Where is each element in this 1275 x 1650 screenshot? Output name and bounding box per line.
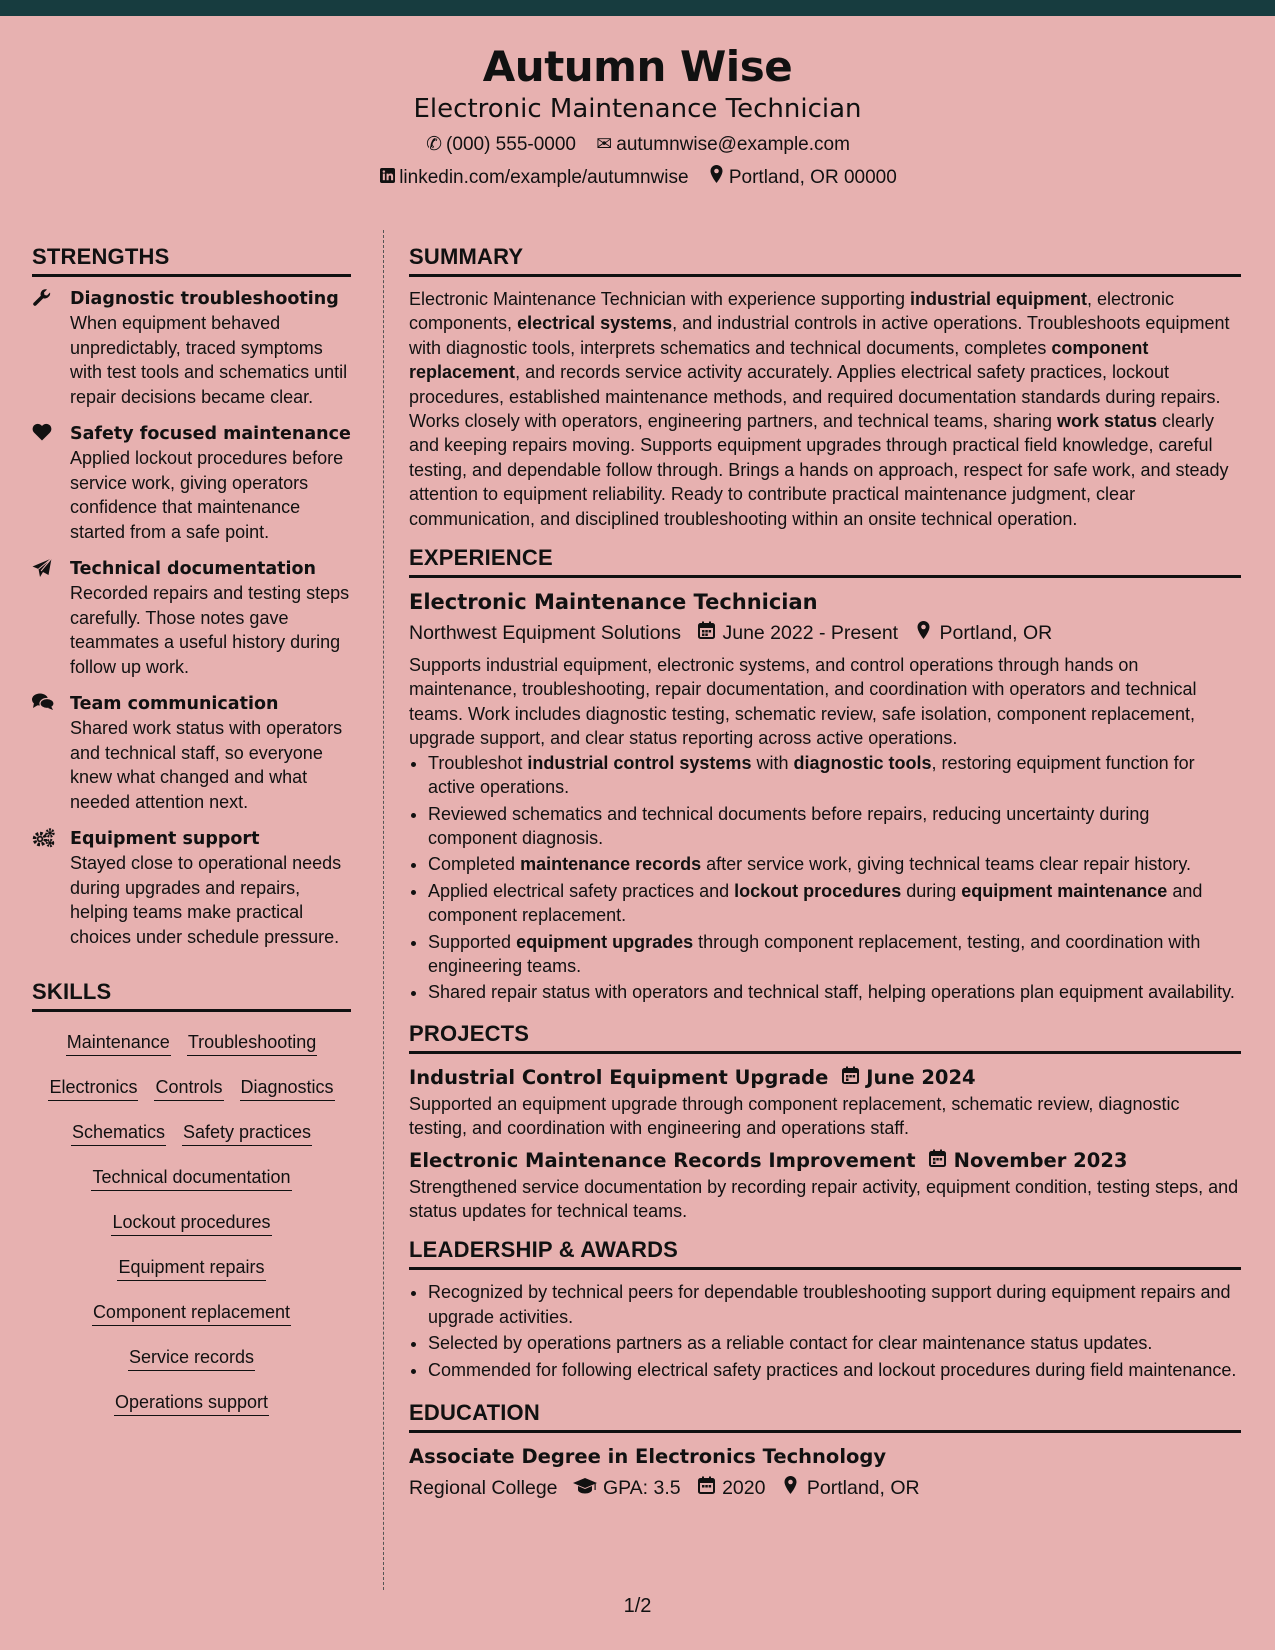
leadership-item: • Selected by operations partners as a reliable contact for clear maintenance status updates. (428, 1331, 1241, 1355)
project-description: Strengthened service documentation by recording repair activity, equipment condition, testing steps, and status updates for technical teams. (409, 1176, 1239, 1221)
skill-row (32, 1120, 351, 1146)
strength-title: Equipment support (70, 829, 260, 849)
strength-description: Applied lockout procedures before service work, giving operators confidence that maintenance started from a safe point. (70, 448, 344, 542)
text-run: clearly and keeping repairs moving. Supports equipment upgrades through practical field knowledge, careful testing, and dependable follow through. Brings a hands on approach, respect for safe work, and steady attention to equipment reliability. Ready to contribute practical maintenance judgment, clear communication, and disciplined troubleshooting within an onsite technical operation. (409, 411, 1229, 529)
contact-row-1 (0, 133, 1275, 157)
job-meta (409, 619, 1241, 647)
graduation-year: 2020 (722, 1477, 766, 1499)
linkedin-icon (378, 166, 396, 190)
skill-row (32, 1165, 351, 1191)
strength-description: Stayed close to operational needs during upgrades and repairs, helping teams make practical choices under schedule pressure. (70, 853, 342, 947)
strength-item (32, 692, 351, 814)
leadership-heading: LEADERSHIP & AWARDS (409, 1237, 1241, 1270)
education-location: Portland, OR (806, 1477, 920, 1499)
skill-tag: Safety practices (182, 1120, 312, 1146)
envelope-icon: ✉ (596, 134, 613, 156)
map-pin-icon (781, 1474, 801, 1502)
linkedin-contact[interactable] (378, 166, 688, 190)
text-run: Completed (428, 854, 521, 875)
comments-icon (32, 692, 70, 814)
job-bullet (428, 751, 1241, 800)
skill-row (32, 1075, 351, 1101)
candidate-name: Autumn Wise (482, 42, 793, 91)
strength-description: When equipment behaved unpredictably, traced symptoms with test tools and schematics until repair decisions became clear. (70, 313, 348, 407)
school-name: Regional College (409, 1477, 558, 1499)
bold-text: lockout procedures (734, 880, 902, 901)
project-date: November 2023 (953, 1148, 1128, 1172)
map-pin-icon (708, 165, 726, 190)
leadership-bullets (409, 1280, 1241, 1382)
strengths-list (32, 287, 351, 949)
project-item (409, 1064, 1241, 1141)
bold-text: diagnostic tools (793, 752, 932, 773)
right-column (409, 244, 1241, 1508)
bold-text: equipment upgrades (516, 931, 694, 952)
strength-item (32, 557, 351, 679)
job-bullet (428, 879, 1241, 928)
skill-tag: Service records (128, 1345, 255, 1371)
location-contact (708, 165, 897, 190)
bold-text: industrial equipment (909, 289, 1087, 309)
strength-title: Safety focused maintenance (70, 424, 351, 444)
wrench-icon (32, 287, 70, 409)
skill-row (32, 1030, 351, 1056)
text-run: during (901, 880, 962, 901)
skills-list (32, 1022, 351, 1416)
project-description: Supported an equipment upgrade through component replacement, schematic review, diagnostic testing, and coordination with engineering and operations staff. (409, 1093, 1180, 1139)
job-title: Electronic Maintenance Technician (409, 590, 818, 615)
location-text: Portland, OR 00000 (728, 167, 897, 189)
resume-header (0, 16, 1275, 204)
skill-row (32, 1300, 351, 1326)
skill-row (32, 1390, 351, 1416)
strength-title: Technical documentation (70, 559, 317, 579)
project-title-row (409, 1147, 1241, 1175)
calendar-icon (928, 1147, 948, 1175)
strength-title: Diagnostic troubleshooting (70, 289, 339, 309)
leadership-item: • Recognized by technical peers for dependable troubleshooting support during equipment repairs and upgrade activities. (428, 1280, 1241, 1329)
bold-text: electrical systems (517, 313, 673, 334)
page-number: 1/2 (623, 1595, 652, 1617)
phone-text: (000) 555-0000 (446, 134, 576, 156)
job-bullet (428, 802, 1241, 851)
skill-tag: Schematics (71, 1120, 166, 1146)
bold-text: component replacement (409, 337, 1149, 383)
projects-heading: PROJECTS (409, 1021, 1241, 1054)
text-run: , and records service activity accurately. Applies electrical safety practices, lockout procedures, established maintenance methods, and required documentation standards during repairs. Works closely with operators, engineering partners, and technical teams, sharing (409, 362, 1221, 432)
skill-tag: Equipment repairs (117, 1255, 265, 1281)
skill-tag: Technical documentation (91, 1165, 291, 1191)
text-run: , electronic components, (409, 289, 1175, 334)
bold-text: maintenance records (520, 854, 702, 875)
education-meta (409, 1474, 1241, 1502)
job-dates: June 2022 - Present (722, 622, 899, 645)
skill-row (32, 1210, 351, 1236)
company-name: Northwest Equipment Solutions (409, 622, 682, 645)
calendar-icon (696, 619, 716, 647)
job-bullet (428, 852, 1241, 876)
phone-contact[interactable] (425, 133, 576, 157)
heart-icon (32, 422, 70, 544)
column-divider (383, 230, 384, 1590)
job-bullet (428, 980, 1241, 1004)
skill-tag: Controls (154, 1075, 223, 1101)
project-date: June 2024 (866, 1065, 976, 1089)
skill-tag: Maintenance (66, 1030, 171, 1056)
email-contact[interactable] (595, 133, 850, 157)
map-pin-icon (914, 619, 934, 647)
education-heading: EDUCATION (409, 1400, 1241, 1433)
linkedin-text: linkedin.com/example/autumnwise (399, 167, 689, 189)
strength-description: Recorded repairs and testing steps carefully. Those notes gave teammates a useful history during follow up work. (70, 583, 350, 677)
bold-text: work status (1057, 411, 1158, 432)
summary-heading: SUMMARY (409, 244, 1241, 277)
strength-item (32, 287, 351, 409)
leadership-item: • Commended for following electrical safety practices and lockout procedures during field maintenance. (428, 1358, 1241, 1382)
skills-heading: SKILLS (32, 979, 351, 1012)
job-bullet (428, 930, 1241, 979)
text-run: Reviewed schematics and technical documents before repairs, reducing uncertainty during component diagnosis. (428, 803, 1150, 848)
project-title-row (409, 1064, 1241, 1092)
strengths-heading: STRENGTHS (32, 244, 351, 277)
gears-icon (32, 827, 70, 949)
strength-item (32, 827, 351, 949)
skill-tag: Diagnostics (240, 1075, 335, 1101)
strength-title: Team communication (70, 694, 279, 714)
text-run: through component replacement, testing, and coordination with engineering teams. (428, 931, 1201, 976)
paper-plane-icon (32, 557, 70, 679)
phone-icon: ✆ (426, 134, 442, 156)
email-text: autumnwise@example.com (616, 134, 850, 156)
skill-tag: Electronics (48, 1075, 138, 1101)
skill-tag: Troubleshooting (187, 1030, 317, 1056)
job-location: Portland, OR (939, 622, 1053, 645)
contact-row-2 (0, 165, 1275, 190)
strength-description: Shared work status with operators and technical staff, so everyone knew what changed and what needed attention next. (70, 718, 343, 812)
summary-text (409, 287, 1241, 531)
skill-tag: Lockout procedures (111, 1210, 271, 1236)
project-title: Electronic Maintenance Records Improvement (409, 1148, 916, 1172)
bold-text: equipment maintenance (961, 880, 1168, 901)
text-run: and component replacement. (428, 880, 1203, 926)
text-run: Supported (428, 931, 517, 952)
degree-title: Associate Degree in Electronics Technology (409, 1445, 887, 1468)
project-title: Industrial Control Equipment Upgrade (409, 1065, 829, 1089)
calendar-icon (696, 1474, 716, 1502)
text-run: Applied electrical safety practices and (428, 880, 735, 901)
candidate-title: Electronic Maintenance Technician (413, 94, 862, 125)
text-run: , and industrial controls in active operations. Troubleshoots equipment with diagnostic tools, interprets schematics and technical documents, completes (409, 313, 1230, 358)
calendar-icon (840, 1064, 860, 1092)
strength-item (32, 422, 351, 544)
left-column (32, 244, 351, 1435)
text-run: after service work, giving technical teams clear repair history. (701, 854, 1191, 875)
text-run: Electronic Maintenance Technician with experience supporting (409, 289, 910, 309)
text-run: Troubleshot (428, 752, 528, 773)
gpa: GPA: 3.5 (602, 1477, 681, 1499)
job-description: Supports industrial equipment, electronic systems, and control operations through hands on maintenance, troubleshooting, repair documentation, and coordination with operators and technical teams. Work includes diagnostic testing, schematic review, safe isolation, component replacement, upgrade support, and clear status reporting across active operations. (409, 655, 1197, 749)
skill-row (32, 1255, 351, 1281)
skill-row (32, 1345, 351, 1371)
job-bullets (409, 751, 1241, 1005)
top-color-bar (0, 0, 1275, 16)
graduation-cap-icon (573, 1474, 597, 1502)
experience-heading: EXPERIENCE (409, 545, 1241, 578)
project-item (409, 1147, 1241, 1224)
text-run: with (751, 752, 794, 773)
bold-text: industrial control systems (527, 752, 752, 773)
skill-tag: Component replacement (92, 1300, 291, 1326)
text-run: Shared repair status with operators and technical staff, helping operations plan equipment availability. (428, 982, 1235, 1003)
text-run: , restoring equipment function for active operations. (428, 752, 1195, 798)
skill-tag: Operations support (114, 1390, 269, 1416)
